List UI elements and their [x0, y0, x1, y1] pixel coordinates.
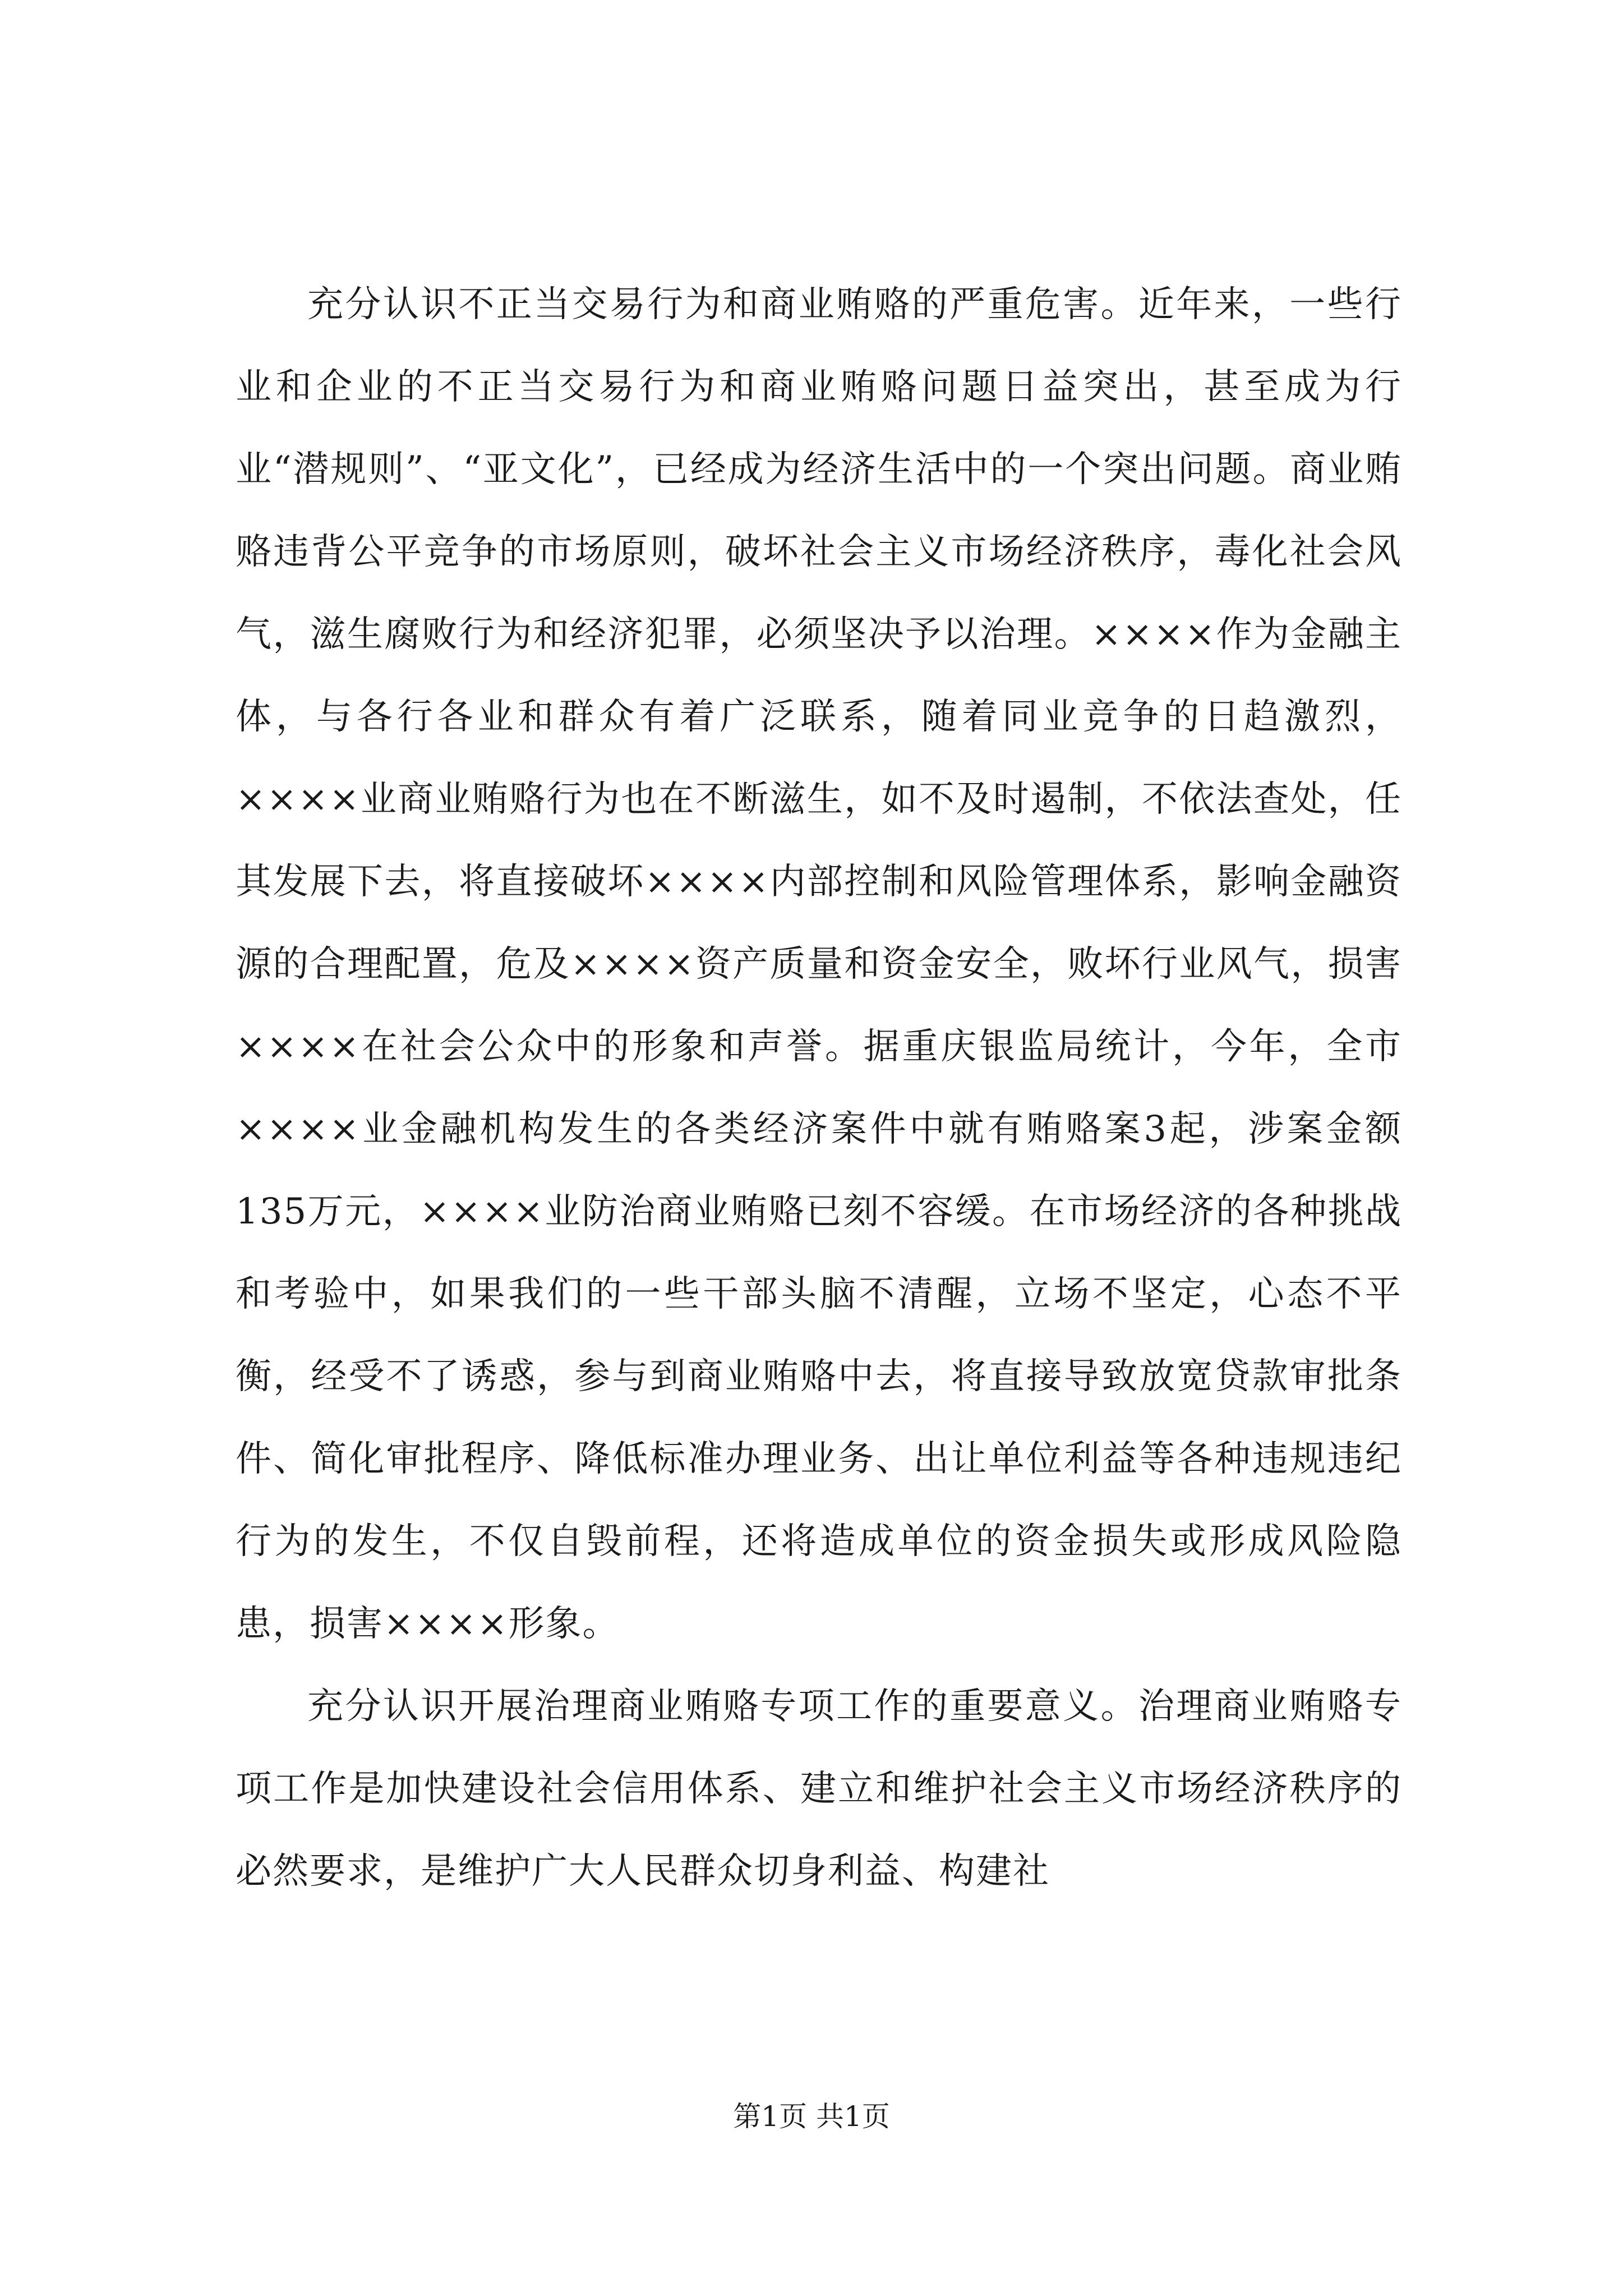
paragraph-2: 充分认识开展治理商业贿赂专项工作的重要意义。治理商业贿赂专项工作是加快建设社会信用体系、建立和维护社会主义市场经济秩序的必然要求，是维护广大人民群众切身利益、构建社: [236, 1686, 1402, 1892]
document-body: [236, 264, 1402, 1913]
paragraph-1: 充分认识不正当交易行为和商业贿赂的严重危害。近年来，一些行业和企业的不正当交易行为和商业贿赂问题日益突出，甚至成为行业“潜规则”、“亚文化”，已经成为经济生活中的一个突出问题。商业贿赂违背公平竞争的市场原则，破坏社会主义市场经济秩序，毒化社会风气，滋生腐败行为和经济犯罪，必须坚决予以治理。××××作为金融主体，与各行各业和群众有着广泛联系，随着同业竞争的日趋激烈，××××业商业贿赂行为也在不断滋生，如不及时遏制，不依法查处，任其发展下去，将直接破坏××××内部控制和风险管理体系，影响金融资源的合理配置，危及××××资产质量和资金安全，败坏行业风气，损害××××在社会公众中的形象和声誉。据重庆银监局统计，今年，全市××××业金融机构发生的各类经济案件中就有贿赂案3起，涉案金额135万元，××××业防治商业贿赂已刻不容缓。在市场经济的各种挑战和考验中，如果我们的一些干部头脑不清醒，立场不坚定，心态不平衡，经受不了诱惑，参与到商业贿赂中去，将直接导致放宽贷款审批条件、简化审批程序、降低标准办理业务、出让单位利益等各种违规违纪行为的发生，不仅自毁前程，还将造成单位的资金损失或形成风险隐患，损害××××形象。: [236, 284, 1402, 1645]
page-footer: 第1页 共1页: [733, 2100, 890, 2133]
